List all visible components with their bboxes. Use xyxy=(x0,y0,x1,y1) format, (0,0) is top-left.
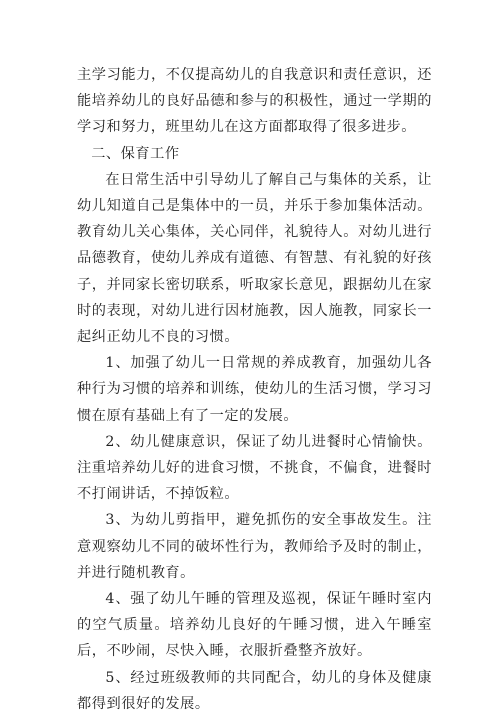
paragraph-item-5: 5、经过班级教师的共同配合，幼儿的身体及健康都得到很好的发展。 xyxy=(77,669,432,712)
document-body xyxy=(77,62,432,717)
paragraph-item-4: 4、强了幼儿午睡的管理及巡视，保证午睡时室内的空气质量。培养幼儿良好的午睡习惯，进入午睡室后，不吵闹，尽快入睡，衣服折叠整齐放好。 xyxy=(77,591,432,660)
paragraph-continuation: 主学习能力，不仅提高幼儿的自我意识和责任意识，还能培养幼儿的良好品德和参与的积极性，通过一学期的学习和努力，班里幼儿在这方面都取得了很多进步。 xyxy=(77,67,432,136)
paragraph-item-1: 1、加强了幼儿一日常规的养成教育，加强幼儿各种行为习惯的培养和训练，使幼儿的生活习惯，学习习惯在原有基础上有了一定的发展。 xyxy=(77,355,432,424)
section-heading-childcare: 二、保育工作 xyxy=(91,145,180,162)
paragraph-item-3: 3、为幼儿剪指甲，避免抓伤的安全事故发生。注意观察幼儿不同的破坏性行为，教师给予及时的制止，并进行随机教育。 xyxy=(77,512,432,581)
paragraph-item-2: 2、幼儿健康意识，保证了幼儿进餐时心情愉快。注重培养幼儿好的进食习惯，不挑食，不偏食，进餐时不打闹讲话，不掉饭粒。 xyxy=(77,433,432,503)
paragraph-childcare-intro: 在日常生活中引导幼儿了解自己与集体的关系，让幼儿知道自己是集体中的一员，并乐于参加集体活动。教育幼儿关心集体，关心同伴，礼貌待人。对幼儿进行品德教育，使幼儿养成有道德、有智慧、有礼貌的好孩子，并同家长密切联系，听取家长意见，跟据幼儿在家时的表现，对幼儿进行因材施教，因人施教，同家长一起纠正幼儿不良的习惯。 xyxy=(77,171,432,346)
